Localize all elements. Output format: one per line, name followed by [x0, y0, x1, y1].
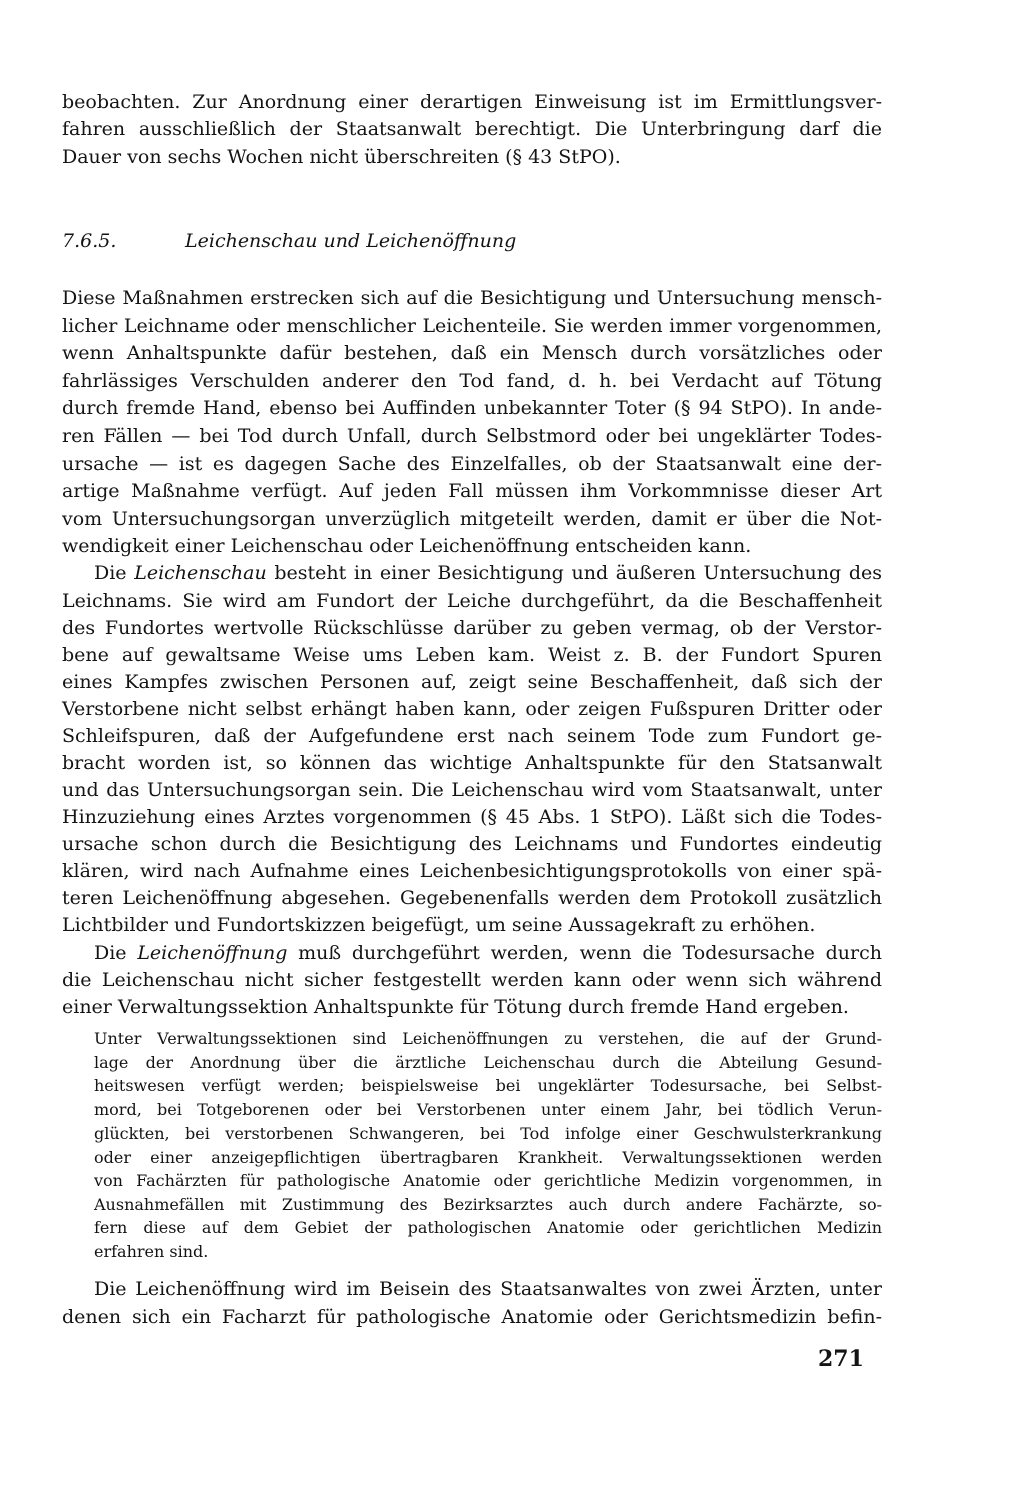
section-number: 7.6.5. [62, 230, 117, 252]
para2-emphasis: Leichenschau [134, 562, 267, 584]
note-line-4: mord, bei Totgeborenen oder bei Verstorbenen unter einem Jahr, bei tödlich Verun- [94, 1100, 882, 1119]
para1-line-9: vom Untersuchungsorgan unverzüglich mitgeteilt werden, damit er über die Not- [62, 508, 882, 530]
para1-line-8: artige Maßnahme verfügt. Auf jeden Fall müssen ihm Vorkommnisse dieser Art [62, 480, 882, 502]
para3-lead: Die [94, 942, 127, 964]
note-line-9: fern diese auf dem Gebiet der pathologischen Anatomie oder gerichtlichen Medizin [94, 1218, 882, 1237]
para1-line-6: ren Fällen — bei Tod durch Unfall, durch Selbstmord oder bei ungeklärter Todes- [62, 425, 882, 447]
para2-line-9: und das Untersuchungsorgan sein. Die Leichenschau wird vom Staatsanwalt, unter [62, 779, 882, 801]
note-line-1: Unter Verwaltungssektionen sind Leichenöffnungen zu verstehen, die auf der Grund- [94, 1029, 882, 1048]
para1-line-3: wenn Anhaltspunkte dafür bestehen, daß ein Mensch durch vorsätzliches oder [62, 342, 882, 364]
para2-line-4: bene auf gewaltsame Weise ums Leben kam. Weist z. B. der Fundort Spuren [62, 644, 882, 666]
para4-line-2: denen sich ein Facharzt für pathologische Anatomie oder Gerichtsmedizin befin- [62, 1306, 882, 1328]
para3-emphasis: Leichenöffnung [137, 942, 288, 964]
para2-line-8: bracht worden ist, so können das wichtige Anhaltspunkte für den Statsanwalt [62, 752, 882, 774]
para4-line-1: Die Leichenöffnung wird im Beisein des Staatsanwaltes von zwei Ärzten, unter [94, 1278, 882, 1300]
para3-first-rest: muß durchgeführt werden, wenn die Todesursache durch [298, 942, 882, 964]
para2-line-1 [94, 560, 882, 587]
para2-line-11: ursache schon durch die Besichtigung des Leichnams und Fundortes eindeutig [62, 833, 882, 855]
para1-line-7: ursache — ist es dagegen Sache des Einzelfalles, ob der Staatsanwalt eine der- [62, 453, 882, 475]
para2-line-14: Lichtbilder und Fundortskizzen beigefügt, um seine Aussagekraft zu erhöhen. [62, 914, 816, 936]
note-line-7: von Fachärzten für pathologische Anatomie oder gerichtliche Medizin vorgenommen, in [94, 1171, 882, 1190]
para2-line-12: klären, wird nach Aufnahme eines Leichenbesichtigungsprotokolls von einer spä- [62, 860, 882, 882]
intro-line-3: Dauer von sechs Wochen nicht überschreiten (§ 43 StPO). [62, 146, 621, 168]
para2-line-2: Leichnams. Sie wird am Fundort der Leiche durchgeführt, da die Beschaffenheit [62, 590, 882, 612]
note-line-3: heitswesen verfügt werden; beispielsweise bei ungeklärter Todesursache, bei Selbst- [94, 1076, 882, 1095]
note-line-10: erfahren sind. [94, 1242, 209, 1261]
page-number: 271 [818, 1346, 864, 1372]
para2-lead: Die [94, 562, 127, 584]
para2-line-3: des Fundortes wertvolle Rückschlüsse darüber zu geben vermag, ob der Verstor- [62, 617, 882, 639]
para3-line-2: die Leichenschau nicht sicher festgestellt werden kann oder wenn sich während [62, 969, 882, 991]
para1-line-5: durch fremde Hand, ebenso bei Auffinden unbekannter Toter (§ 94 StPO). In ande- [62, 397, 882, 419]
para2-first-rest: besteht in einer Besichtigung und äußeren Untersuchung des [274, 562, 882, 584]
intro-line-1: beobachten. Zur Anordnung einer derartigen Einweisung ist im Ermittlungsver- [62, 91, 882, 113]
para2-line-5: eines Kampfes zwischen Personen auf, zeigt seine Beschaffenheit, daß sich der [62, 671, 882, 693]
para2-line-10: Hinzuziehung eines Arztes vorgenommen (§ 45 Abs. 1 StPO). Läßt sich die Todes- [62, 806, 882, 828]
intro-line-2: fahren ausschließlich der Staatsanwalt berechtigt. Die Unterbringung darf die [62, 118, 882, 140]
para1-line-4: fahrlässiges Verschulden anderer den Tod fand, d. h. bei Verdacht auf Tötung [62, 370, 882, 392]
para3-line-1 [94, 940, 882, 967]
para1-line-2: licher Leichname oder menschlicher Leichenteile. Sie werden immer vorgenommen, [62, 315, 882, 337]
section-title: Leichenschau und Leichenöffnung [185, 230, 517, 252]
note-line-2: lage der Anordnung über die ärztliche Leichenschau durch die Abteilung Gesund- [94, 1053, 882, 1072]
para1-line-1: Diese Maßnahmen erstrecken sich auf die Besichtigung und Untersuchung mensch- [62, 287, 882, 309]
note-line-6: oder einer anzeigepflichtigen übertragbaren Krankheit. Verwaltungssektionen werden [94, 1148, 882, 1167]
para2-line-7: Schleifspuren, daß der Aufgefundene erst nach seinem Tode zum Fundort ge- [62, 725, 882, 747]
note-line-8: Ausnahmefällen mit Zustimmung des Bezirksarztes auch durch andere Fachärzte, so- [94, 1195, 882, 1214]
para2-line-13: teren Leichenöffnung abgesehen. Gegebenenfalls werden dem Protokoll zusätzlich [62, 887, 882, 909]
para1-line-10: wendigkeit einer Leichenschau oder Leichenöffnung entscheiden kann. [62, 535, 752, 557]
para2-line-6: Verstorbene nicht selbst erhängt haben kann, oder zeigen Fußspuren Dritter oder [62, 698, 882, 720]
para3-line-3: einer Verwaltungssektion Anhaltspunkte für Tötung durch fremde Hand ergeben. [62, 996, 849, 1018]
note-line-5: glückten, bei verstorbenen Schwangeren, bei Tod infolge einer Geschwulsterkrankung [94, 1124, 882, 1143]
